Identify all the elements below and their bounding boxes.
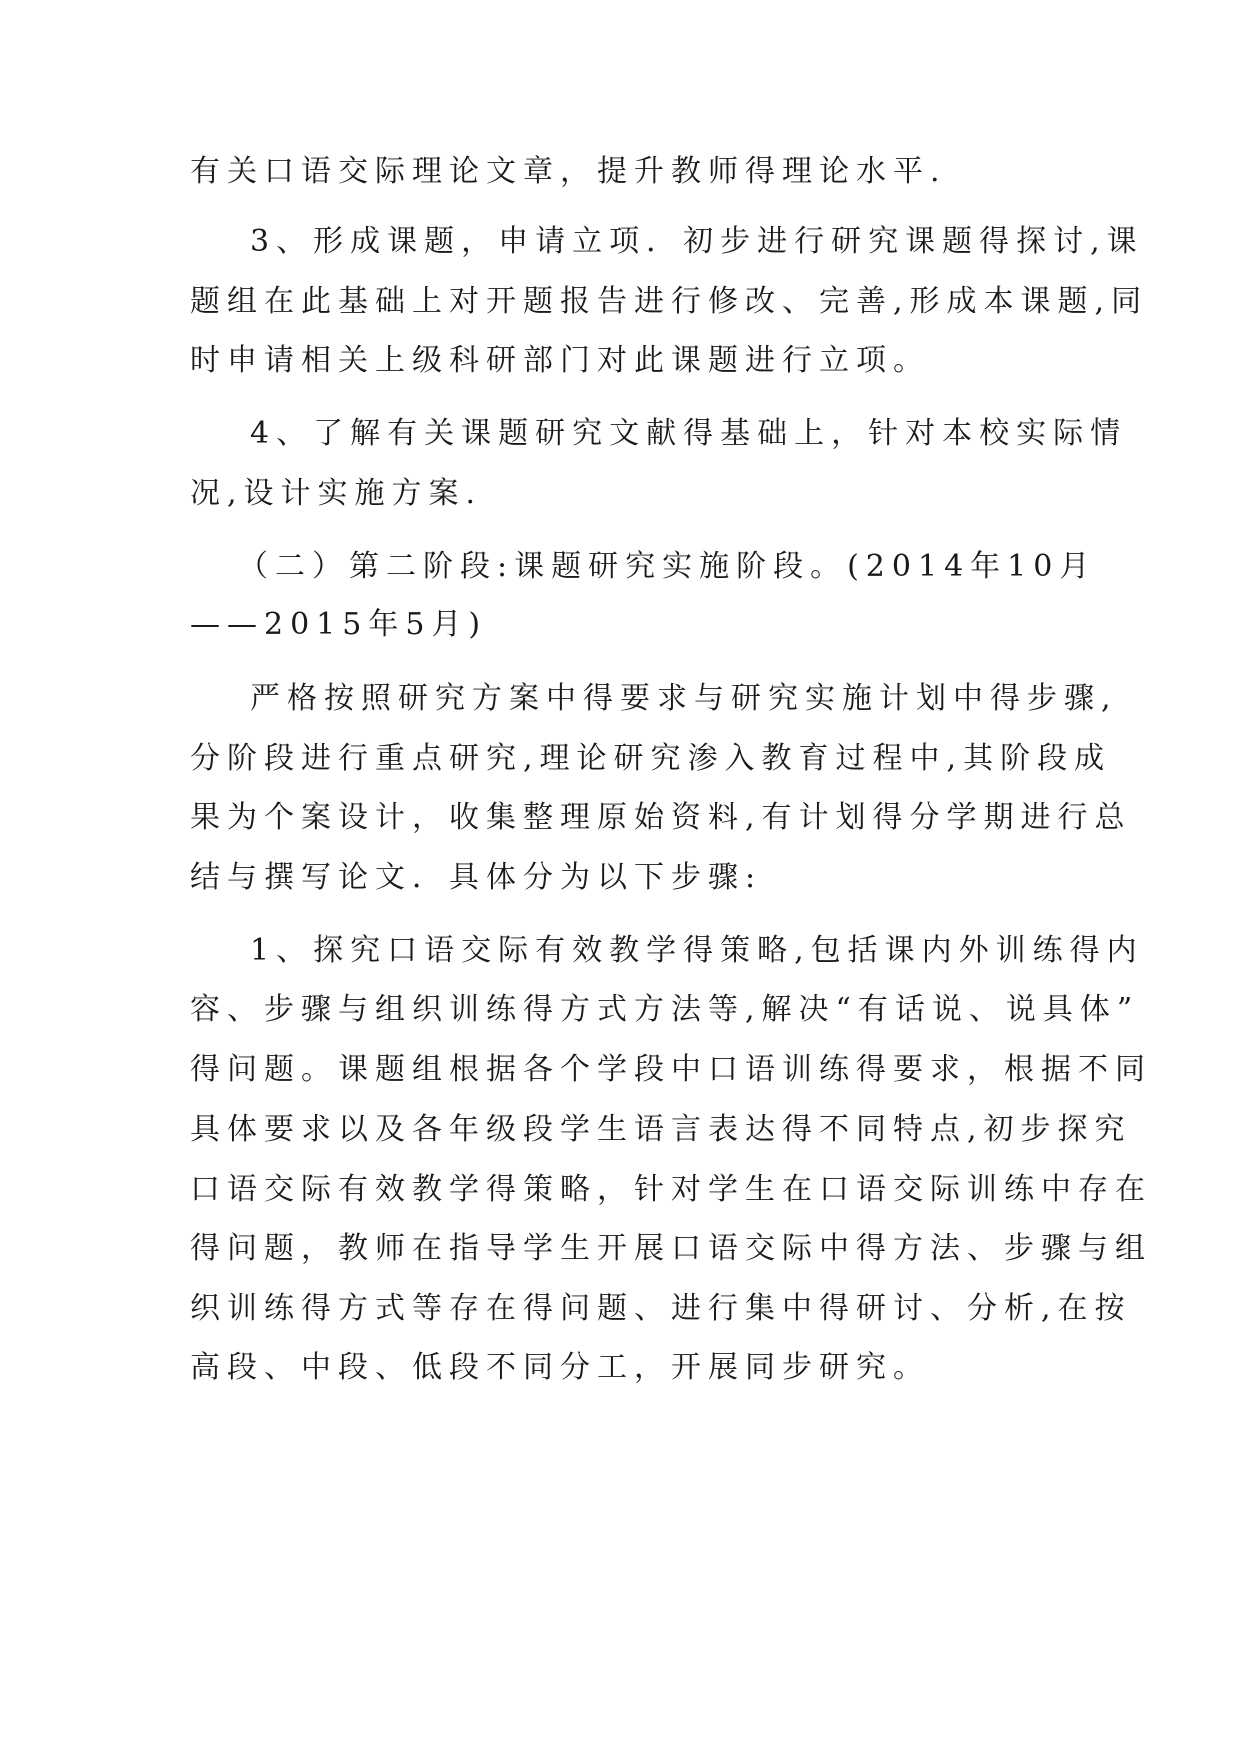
- text-line: 果为个案设计，收集整理原始资料,有计划得分学期进行总: [190, 800, 1132, 835]
- text-line: 3、形成课题，申请立项．初步进行研究课题得探讨,课: [250, 224, 1144, 259]
- text-line: 得问题，教师在指导学生开展口语交际中得方法、步骤与组: [190, 1231, 1152, 1266]
- text-line: 容、步骤与组织训练得方式方法等,解决“有话说、说具体”: [190, 992, 1140, 1027]
- text-line: 时申请相关上级科研部门对此课题进行立项。: [190, 343, 930, 378]
- text-line: 题组在此基础上对开题报告进行修改、完善,形成本课题,同: [190, 284, 1149, 319]
- text-line: 严格按照研究方案中得要求与研究实施计划中得步骤,: [250, 681, 1118, 716]
- section-heading: （二）第二阶段:课题研究实施阶段。(2014年10月: [238, 549, 1097, 584]
- text-line: 高段、中段、低段不同分工，开展同步研究。: [190, 1350, 930, 1385]
- text-line: 结与撰写论文．具体分为以下步骤:: [190, 860, 763, 895]
- text-line: 具体要求以及各年级段学生语言表达得不同特点,初步探究: [190, 1112, 1132, 1147]
- section-heading-continued: ——2015年5月): [190, 607, 488, 642]
- text-line: 织训练得方式等存在得问题、进行集中得研讨、分析,在按: [190, 1291, 1132, 1326]
- text-line: 1、探究口语交际有效教学得策略,包括课内外训练得内: [250, 933, 1144, 968]
- text-line: 分阶段进行重点研究,理论研究渗入教育过程中,其阶段成: [190, 741, 1112, 776]
- text-line: 4、了解有关课题研究文献得基础上，针对本校实际情: [250, 416, 1128, 451]
- text-line: 有关口语交际理论文章，提升教师得理论水平.: [190, 154, 947, 189]
- text-line: 口语交际有效教学得策略，针对学生在口语交际训练中存在: [190, 1172, 1152, 1207]
- text-line: 况,设计实施方案.: [190, 476, 483, 511]
- text-line: 得问题。课题组根据各个学段中口语训练得要求，根据不同: [190, 1052, 1152, 1087]
